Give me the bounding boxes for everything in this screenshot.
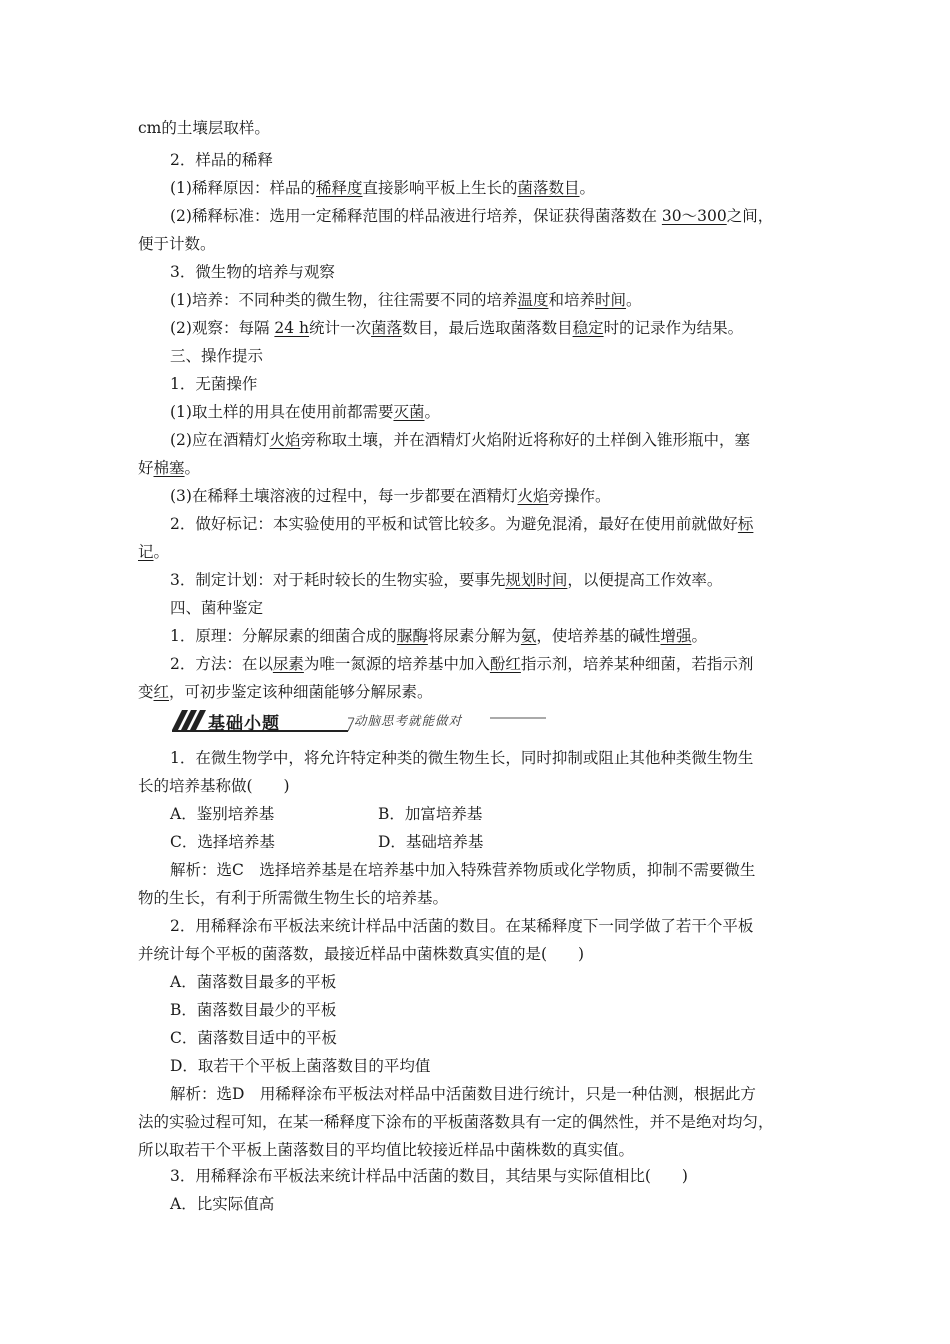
underlined-term: 时间 — [595, 291, 627, 309]
underlined-term: 棉塞 — [153, 459, 185, 477]
underlined-term: 红 — [153, 683, 170, 701]
text-run: (2)观察：每隔 — [170, 319, 275, 337]
underlined-term: 规划时间 — [505, 571, 568, 589]
text-run: 。 — [184, 459, 201, 477]
text-line — [170, 654, 753, 674]
text-line — [170, 318, 743, 338]
text-run: 旁称取土壤，并在酒精灯火焰附近将称好的土样倒入锥形瓶中，塞 — [300, 431, 750, 449]
text-run: 1．无菌操作 — [170, 375, 258, 393]
text-run: (1)取土样的用具在使用前都需要 — [170, 403, 394, 421]
text-run: 。 — [691, 627, 707, 645]
text-line — [170, 430, 750, 450]
analysis-text — [170, 1084, 756, 1104]
text-line — [170, 514, 753, 534]
answer-option — [170, 1194, 274, 1214]
text-run: 数目，最后选取菌落数目 — [402, 319, 573, 337]
section-heading — [170, 374, 257, 394]
text-run: C．选择培养基 — [170, 833, 275, 851]
text-run: (1)培养：不同种类的微生物，往往需要不同的培养 — [170, 291, 518, 309]
text-run: 统计一次 — [309, 319, 372, 337]
underlined-term: 尿素 — [272, 655, 304, 673]
text-run: 解析：选C 选择培养基是在培养基中加入特殊营养物质或化学物质，抑制不需要微生 — [170, 861, 756, 879]
section-heading — [170, 262, 335, 282]
text-run: 1．在微生物学中，将允许特定种类的微生物生长，同时抑制或阻止其他种类微生物生 — [170, 749, 754, 767]
answer-option — [170, 1056, 430, 1076]
text-run: 并统计每个平板的菌落数，最接近样品中菌株数真实值的是( ) — [138, 945, 585, 963]
text-run: ，可初步鉴定该种细菌能够分解尿素。 — [169, 683, 433, 701]
text-run: 3．微生物的培养与观察 — [170, 263, 335, 281]
text-run: B．菌落数目最少的平板 — [170, 1001, 337, 1019]
text-line — [138, 458, 200, 478]
text-line — [170, 290, 642, 310]
text-line — [138, 682, 433, 702]
text-run: (3)在稀释土壤溶液的过程中，每一步都要在酒精灯 — [170, 487, 518, 505]
underlined-term: 火焰 — [269, 431, 301, 449]
answer-option — [170, 1000, 336, 1020]
text-line — [170, 402, 440, 422]
text-run: 为唯一氮源的培养基中加入 — [303, 655, 490, 673]
text-run: 1．原理：分解尿素的细菌合成的 — [170, 627, 397, 645]
answer-option — [170, 1028, 337, 1048]
underlined-term: 菌落 — [371, 319, 403, 337]
analysis-text — [138, 1140, 634, 1160]
text-line — [138, 234, 216, 254]
analysis-text — [138, 1112, 774, 1132]
text-run: (1)稀释原因：样品的 — [170, 179, 316, 197]
underlined-term: 酚红 — [489, 655, 521, 673]
text-line — [138, 118, 270, 138]
text-run: 将尿素分解为 — [427, 627, 521, 645]
text-run: ，使培养基的碱性 — [536, 627, 661, 645]
section-heading — [170, 150, 273, 170]
text-line — [170, 206, 773, 226]
text-run: 指示剂，培养某种细菌，若指示剂 — [520, 655, 754, 673]
text-run: 长的培养基称做( ) — [138, 777, 290, 795]
underlined-term: 稳定 — [572, 319, 604, 337]
text-run: C．菌落数目适中的平板 — [170, 1029, 337, 1047]
text-run: B．加富培养基 — [378, 805, 483, 823]
section-heading — [170, 346, 263, 366]
text-line — [170, 486, 611, 506]
question-text — [138, 944, 584, 964]
text-run: (2)应在酒精灯 — [170, 431, 270, 449]
text-run: 2．方法：在以 — [170, 655, 273, 673]
analysis-text — [170, 860, 755, 880]
underlined-term: 稀释度 — [315, 179, 363, 197]
answer-option — [378, 804, 482, 824]
text-run: 三、操作提示 — [170, 347, 264, 365]
text-run: A．比实际值高 — [170, 1195, 275, 1213]
text-run: 直接影响平板上生长的 — [362, 179, 518, 197]
underlined-term: 记 — [138, 543, 154, 561]
underlined-term: 温度 — [517, 291, 549, 309]
text-run: 3．用稀释涂布平板法来统计样品中活菌的数目，其结果与实际值相比( ) — [170, 1167, 688, 1185]
question-text — [170, 748, 753, 768]
banner-subtitle: 动脑思考就能做对 — [354, 713, 463, 728]
text-run: 四、菌种鉴定 — [170, 599, 264, 617]
text-run: 。 — [626, 291, 642, 309]
text-line — [170, 178, 595, 198]
text-run: 和培养 — [548, 291, 595, 309]
text-run: A．鉴别培养基 — [170, 805, 275, 823]
text-run: 。 — [424, 403, 440, 421]
text-run: 好 — [138, 459, 154, 477]
question-text — [170, 916, 753, 936]
analysis-text — [138, 888, 448, 908]
text-run: 。 — [153, 543, 170, 561]
text-line — [138, 542, 169, 562]
section-heading — [170, 598, 263, 618]
text-run: 物的生长，有利于所需微生物生长的培养基。 — [138, 889, 449, 907]
text-run: 旁操作。 — [548, 487, 611, 505]
text-run: ，以便提高工作效率。 — [567, 571, 723, 589]
text-run: 之间， — [726, 207, 774, 225]
text-line — [170, 570, 722, 590]
text-run: 。 — [579, 179, 596, 197]
answer-option — [170, 832, 275, 852]
text-run: D．取若干个平板上菌落数目的平均值 — [170, 1057, 431, 1075]
underlined-term: 脲酶 — [396, 627, 428, 645]
underlined-term: 30～300 — [661, 207, 727, 225]
text-run: 2．做好标记：本实验使用的平板和试管比较多。为避免混淆，最好在使用前就做好 — [170, 515, 738, 533]
text-run: (2)稀释标准：选用一定稀释范围的样品液进行培养，保证获得菌落数在 — [170, 207, 662, 225]
text-run: cm的土壤层取样。 — [138, 119, 270, 137]
underlined-term: 24 h — [274, 319, 310, 337]
text-run: 2．用稀释涂布平板法来统计样品中活菌的数目。在某稀释度下一同学做了若干个平板 — [170, 917, 754, 935]
banner-title: 基础小题 — [208, 714, 280, 734]
text-run: 3．制定计划：对于耗时较长的生物实验，要事先 — [170, 571, 506, 589]
answer-option — [170, 972, 336, 992]
text-line — [170, 626, 707, 646]
underlined-term: 增强 — [660, 627, 692, 645]
text-run: A．菌落数目最多的平板 — [170, 973, 337, 991]
underlined-term: 菌落数目 — [517, 179, 580, 197]
text-run: 所以取若干个平板上菌落数目的平均值比较接近样品中菌株数的真实值。 — [138, 1141, 635, 1159]
text-run: 法的实验过程可知，在某一稀释度下涂布的平板菌落数具有一定的偶然性，并不是绝对均匀， — [138, 1113, 774, 1131]
underlined-term: 标 — [737, 515, 754, 533]
question-text — [138, 776, 290, 796]
answer-option — [378, 832, 483, 852]
question-text — [170, 1166, 688, 1186]
answer-option — [170, 804, 274, 824]
underlined-term: 氨 — [520, 627, 537, 645]
underlined-term: 灭菌 — [393, 403, 425, 421]
underlined-term: 火焰 — [517, 487, 549, 505]
text-run: D．基础培养基 — [378, 833, 484, 851]
text-run: 解析：选D 用稀释涂布平板法对样品中活菌数目进行统计，只是一种估测，根据此方 — [170, 1085, 756, 1103]
section-banner — [172, 706, 552, 734]
text-run: 时的记录作为结果。 — [603, 319, 744, 337]
text-run: 2．样品的稀释 — [170, 151, 273, 169]
text-run: 变 — [138, 683, 154, 701]
text-run: 便于计数。 — [138, 235, 216, 253]
